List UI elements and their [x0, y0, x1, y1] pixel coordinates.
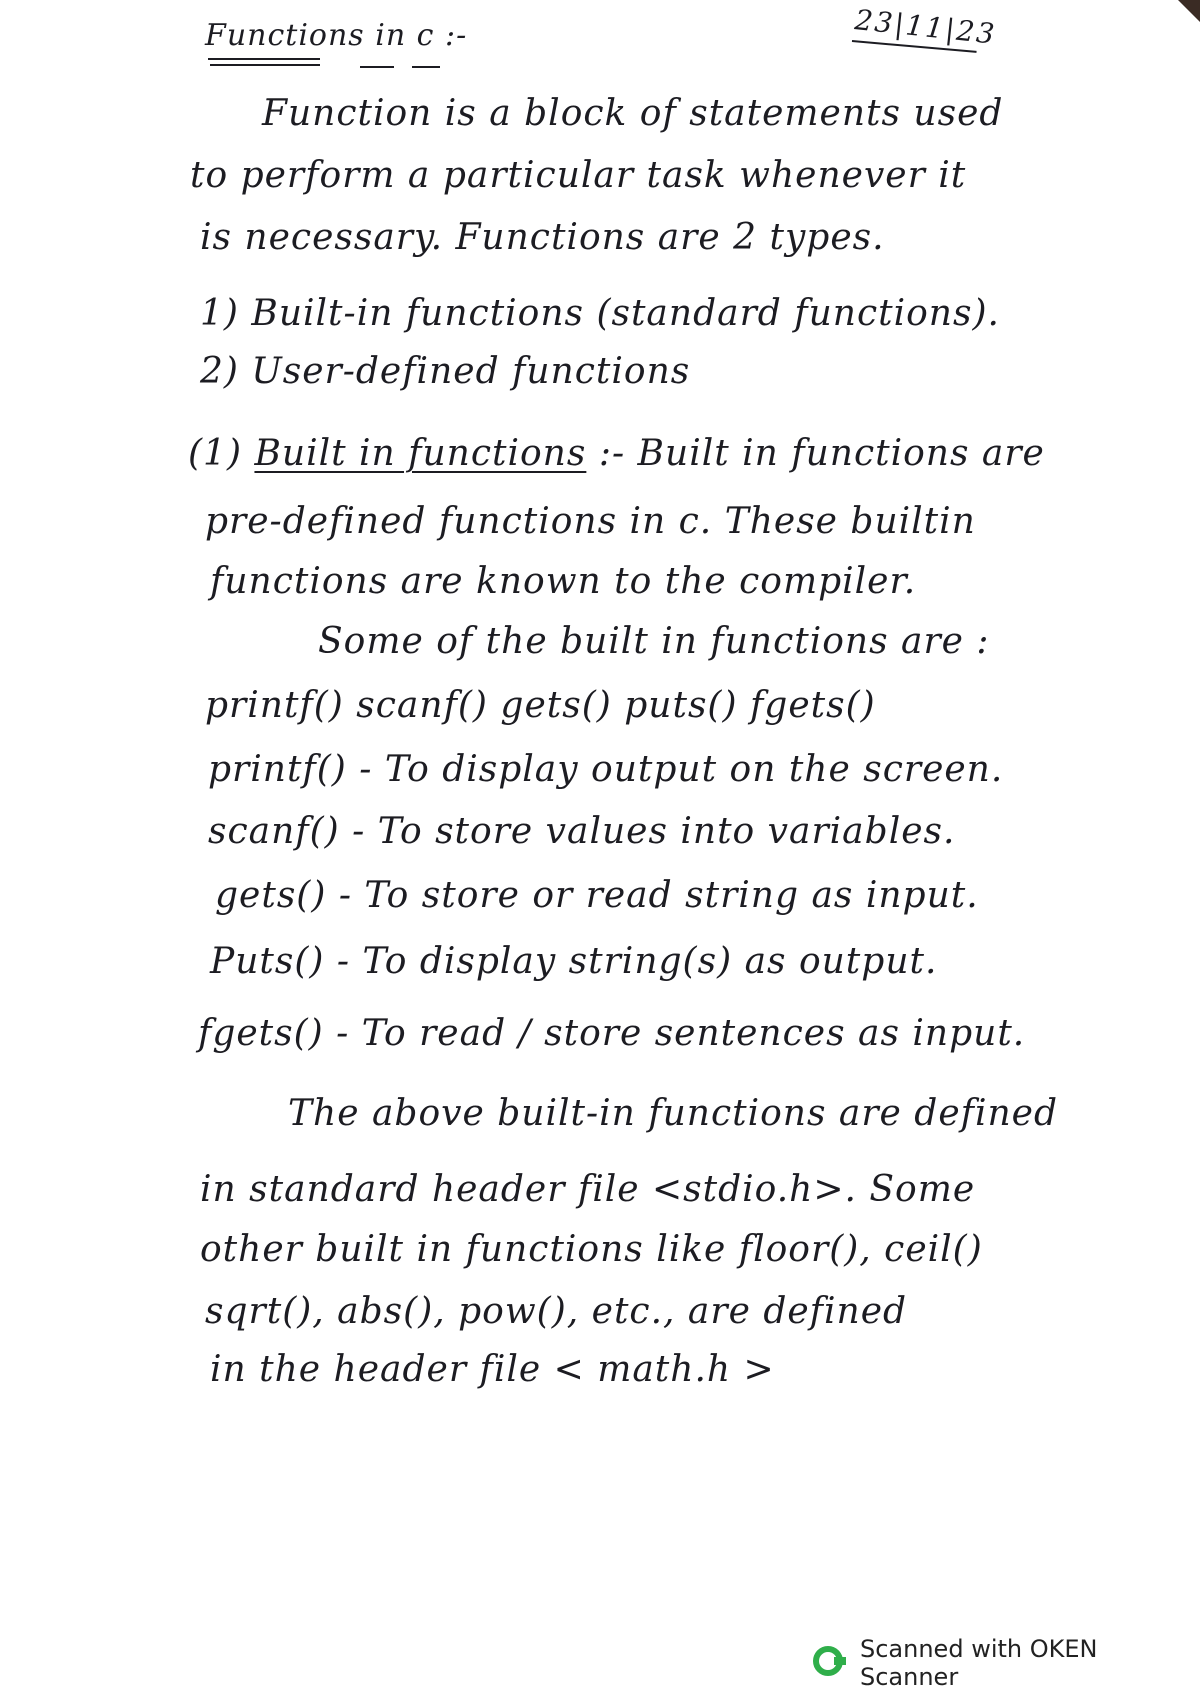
section-heading-suffix: :- Built in functions are [598, 433, 1045, 474]
title-underline-2 [210, 64, 320, 66]
closing-line-3: other built in functions like floor(), ceil() [200, 1229, 983, 1270]
definition-gets: gets() - To store or read string as input. [215, 875, 979, 916]
type-2: 2) User-defined functions [200, 351, 691, 392]
scanner-watermark [812, 1635, 1200, 1691]
date: 23|11|23 [853, 3, 998, 51]
page-title: Functions in c :- [205, 18, 468, 53]
definition-fgets: fgets() - To read / store sentences as input. [198, 1013, 1026, 1054]
c-underline [412, 66, 440, 68]
closing-line-5: in the header file < math.h > [210, 1349, 775, 1390]
closing-line-4: sqrt(), abs(), pow(), etc., are defined [205, 1291, 908, 1332]
intro-line-1: Function is a block of statements used [262, 93, 1004, 134]
type-1: 1) Built-in functions (standard functions). [200, 293, 1000, 334]
definition-scanf: scanf() - To store values into variables. [208, 811, 956, 852]
builtin-some-are: Some of the built in functions are : [318, 621, 990, 662]
definition-printf: printf() - To display output on the screen. [208, 749, 1004, 790]
intro-line-2: to perform a particular task whenever it [190, 155, 967, 196]
corner-mark [1178, 0, 1200, 22]
title-underline [208, 58, 320, 60]
closing-line-1: The above built-in functions are defined [288, 1093, 1059, 1134]
section-marker-and-heading [188, 432, 1045, 476]
section-heading: Built in functions [254, 433, 587, 474]
builtin-line-2: pre-defined functions in c. These builtin [205, 501, 976, 542]
in-underline [360, 66, 394, 68]
oken-scanner-logo-icon [812, 1643, 848, 1683]
builtin-line-3: functions are known to the compiler. [210, 561, 917, 602]
section-marker: (1) [188, 433, 242, 474]
closing-line-2: in standard header file <stdio.h>. Some [200, 1169, 976, 1210]
intro-line-3: is necessary. Functions are 2 types. [200, 217, 885, 258]
definition-puts: Puts() - To display string(s) as output. [210, 941, 938, 982]
builtin-list: printf() scanf() gets() puts() fgets() [205, 685, 876, 726]
watermark-text: Scanned with OKEN Scanner [860, 1635, 1098, 1691]
